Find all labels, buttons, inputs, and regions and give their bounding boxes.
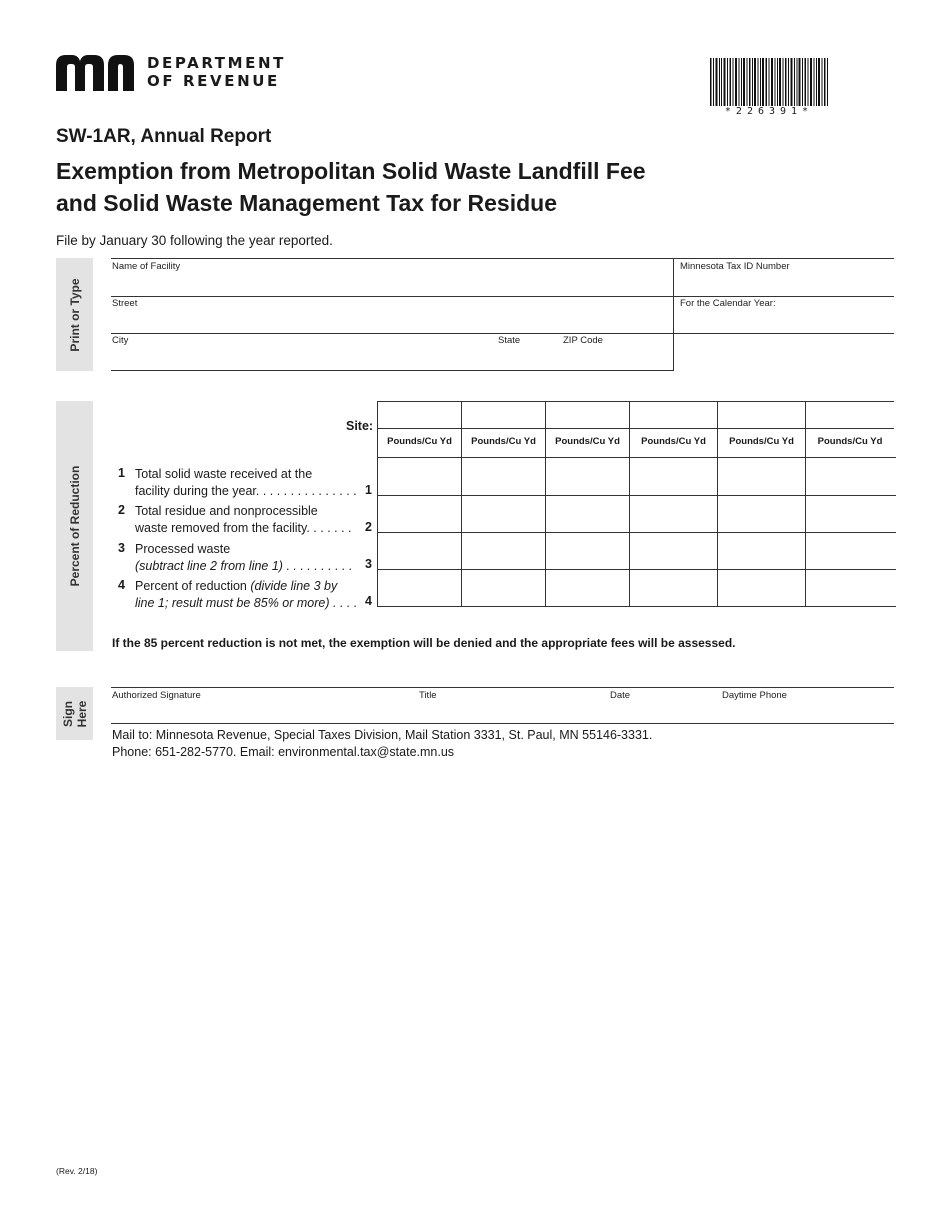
column-header: Pounds/Cu Yd [471, 436, 536, 447]
form-id: SW-1AR, Annual Report [56, 126, 272, 147]
percent-of-reduction-label: Percent of Reduction [67, 465, 82, 587]
divider [111, 333, 894, 334]
column-header: Pounds/Cu Yd [729, 436, 794, 447]
state-field[interactable]: State [498, 335, 521, 346]
barcode-number: *226391* [724, 106, 814, 117]
line-3-text-a: Processed waste [135, 542, 231, 556]
street-field[interactable]: Street [112, 298, 138, 309]
zip-field[interactable]: ZIP Code [563, 335, 603, 346]
divider [111, 723, 894, 724]
line-2-end-number: 2 [365, 520, 372, 534]
reduction-entry-grid[interactable] [378, 458, 896, 606]
line-1-text-a: Total solid waste received at the [135, 467, 313, 481]
title-line-2: and Solid Waste Management Tax for Residue [56, 190, 557, 216]
line-4-text-a: Percent of reduction [135, 579, 251, 593]
daytime-phone-field[interactable]: Daytime Phone [722, 690, 787, 701]
line-4-text-b: line 1; result must be 85% or more) . . . . [135, 596, 358, 610]
calendar-year-field[interactable]: For the Calendar Year: [680, 298, 776, 309]
mailing-info [112, 727, 652, 761]
site-6-input[interactable] [806, 402, 894, 428]
page-title [56, 155, 756, 219]
grid-line [377, 428, 894, 429]
column-header: Pounds/Cu Yd [641, 436, 706, 447]
line-3-description [135, 541, 375, 575]
filing-instruction: File by January 30 following the year reported. [56, 233, 333, 248]
date-field[interactable]: Date [610, 690, 631, 701]
divider [111, 687, 894, 688]
site-5-input[interactable] [718, 402, 805, 428]
name-of-facility-field[interactable]: Name of Facility [112, 261, 181, 272]
title-field[interactable]: Title [419, 690, 437, 701]
agency-name-line1: DEPARTMENT [147, 54, 286, 72]
line-2-text-b: waste removed from the facility. . . . . . . [135, 521, 352, 535]
line-1-description [135, 466, 375, 500]
grid-line [377, 606, 896, 607]
divider [111, 296, 894, 297]
sign-here-label [61, 700, 89, 727]
line-1-text-b: facility during the year. . . . . . . . . . . . . . . [135, 484, 357, 498]
column-header: Pounds/Cu Yd [817, 436, 883, 447]
site-3-input[interactable] [546, 402, 629, 428]
mn-logo-mark-icon [56, 55, 136, 91]
percent-of-reduction-tab [56, 401, 93, 651]
sign-here-line-1: Sign [60, 700, 75, 727]
agency-logo [56, 55, 296, 95]
line-1-number: 1 [118, 466, 125, 480]
title-line-1: Exemption from Metropolitan Solid Waste Landfill Fee [56, 158, 646, 184]
city-field[interactable]: City [112, 335, 129, 346]
barcode-icon [708, 58, 830, 108]
line-3-text-b: (subtract line 2 from line 1) . . . . . . . . . . [135, 559, 353, 573]
print-or-type-label: Print or Type [67, 277, 82, 352]
agency-name-line2: OF REVENUE [147, 72, 280, 90]
tax-id-field[interactable]: Minnesota Tax ID Number [680, 261, 790, 272]
revision-date: (Rev. 2/18) [56, 1166, 98, 1176]
line-2-description [135, 503, 375, 537]
reduction-warning: If the 85 percent reduction is not met, the exemption will be denied and the appropriate fees will be assessed. [112, 636, 736, 650]
line-4-number: 4 [118, 578, 125, 592]
mail-to-line: Mail to: Minnesota Revenue, Special Taxes Division, Mail Station 3331, St. Paul, MN 55146-3331. [112, 728, 653, 742]
line-4-text-a-italic: (divide line 3 by [250, 579, 338, 593]
site-label: Site: [346, 419, 374, 433]
sign-here-tab [56, 687, 93, 740]
line-2-text-a: Total residue and nonprocessible [135, 504, 318, 518]
line-1-end-number: 1 [365, 483, 372, 497]
site-4-input[interactable] [630, 402, 717, 428]
line-4-description [135, 578, 375, 612]
site-1-input[interactable] [378, 402, 461, 428]
divider [111, 258, 894, 259]
site-2-input[interactable] [462, 402, 545, 428]
line-2-number: 2 [118, 503, 125, 517]
authorized-signature-field[interactable]: Authorized Signature [112, 690, 201, 701]
sign-here-line-2: Here [74, 700, 89, 727]
column-header: Pounds/Cu Yd [555, 436, 620, 447]
line-3-number: 3 [118, 541, 125, 555]
divider [111, 370, 674, 371]
divider [673, 258, 674, 370]
contact-line: Phone: 651-282-5770. Email: environmental.tax@state.mn.us [112, 745, 455, 759]
column-header: Pounds/Cu Yd [387, 436, 452, 447]
line-3-end-number: 3 [365, 557, 372, 571]
print-or-type-tab [56, 258, 93, 371]
line-4-end-number: 4 [365, 594, 372, 608]
